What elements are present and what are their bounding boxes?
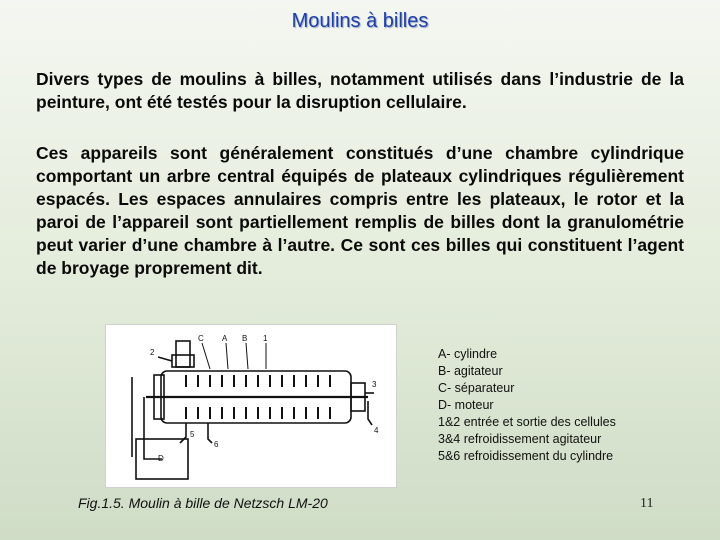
label-b: B xyxy=(242,334,248,343)
legend-item: B- agitateur xyxy=(438,364,503,378)
label-4: 4 xyxy=(374,426,379,435)
label-6: 6 xyxy=(214,440,219,449)
label-3: 3 xyxy=(372,380,377,389)
bead-mill-diagram xyxy=(105,324,397,488)
upper-discs xyxy=(186,375,330,387)
figure-caption: Fig.1.5. Moulin à bille de Netzsch LM-20 xyxy=(78,495,328,511)
leader-b xyxy=(246,343,248,369)
pipe-5 xyxy=(180,423,186,443)
legend-item: A- cylindre xyxy=(438,347,498,361)
legend-item: D- moteur xyxy=(438,398,494,412)
diagram-legend xyxy=(438,346,616,465)
intro-paragraph: Divers types de moulins à billes, notamment utilisés dans l’industrie de la peinture, ont été testés pour la disruption cellulaire. xyxy=(36,69,684,112)
pipe-6 xyxy=(208,423,212,443)
label-c: C xyxy=(198,334,204,343)
inlet-pipe-2 xyxy=(158,357,172,361)
label-5: 5 xyxy=(190,430,195,439)
slide-title: Moulins à billes xyxy=(291,10,429,32)
page-number: 11 xyxy=(640,496,654,511)
motor-link-pipe xyxy=(144,397,162,459)
legend-item: C- séparateur xyxy=(438,381,515,395)
bead-mill-drawing xyxy=(106,325,396,487)
legend-item: 3&4 refroidissement agitateur xyxy=(438,432,602,446)
lower-discs xyxy=(186,407,330,419)
description-paragraph: Ces appareils sont généralement constitués d’une chambre cylindrique comportant un arbre central équipés de plateaux cylindriques régulièrement espacés. Les espaces annulaires compris entre les plateaux, le rotor et la paroi de l’appareil sont partiellement remplis de billes dont la granulométrie peut varier d’une chambre à l’autre. Ce sont ces billes qui constituent l’agent de broyage proprement dit. xyxy=(36,143,684,278)
label-1: 1 xyxy=(263,334,268,343)
legend-item: 1&2 entrée et sortie des cellules xyxy=(438,415,616,429)
top-inlet-housing xyxy=(176,341,190,367)
label-a: A xyxy=(222,334,228,343)
leader-c xyxy=(202,343,210,369)
leader-a xyxy=(226,343,228,369)
pipe-4 xyxy=(368,401,372,425)
label-d: D xyxy=(158,454,164,463)
label-2: 2 xyxy=(150,348,155,357)
legend-item: 5&6 refroidissement du cylindre xyxy=(438,449,614,463)
